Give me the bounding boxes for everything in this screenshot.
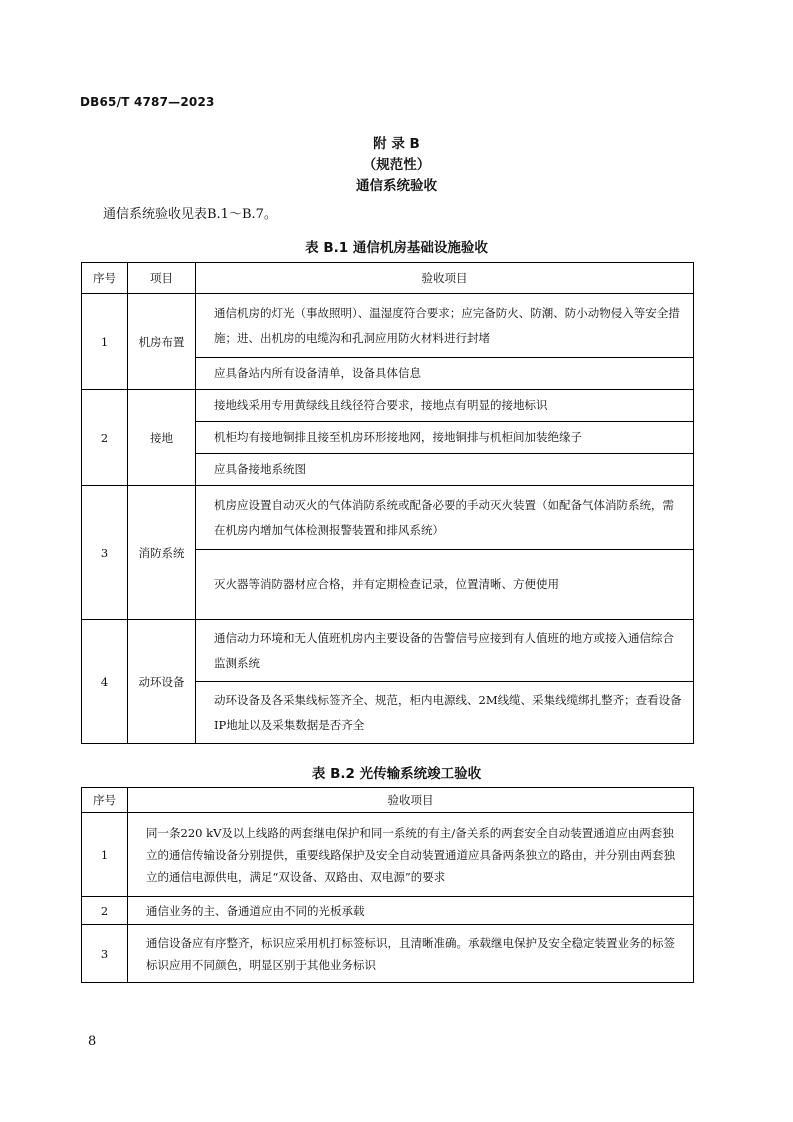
- appendix-title: 附 录 B: [373, 136, 420, 152]
- item-name: 动环设备: [128, 620, 196, 744]
- check-item: 机柜均有接地铜排且接至机房环形接地网，接地铜排与机柜间加装绝缘子: [196, 422, 694, 454]
- check-item: 动环设备及各采集线标签齐全、规范，柜内电源线、2M线缆、采集线缆绑扎整齐；查看设备IP地址以及采集数据是否齐全: [196, 682, 694, 744]
- table-row: [82, 390, 694, 422]
- header-cell: 项目: [128, 263, 196, 294]
- row-number: 3: [82, 925, 128, 983]
- check-item: 机房应设置自动灭火的气体消防系统或配备必要的手动灭火装置（如配备气体消防系统，需在机房内增加气体检测报警装置和排风系统）: [196, 486, 694, 550]
- row-number: 2: [82, 390, 128, 486]
- item-name: 消防系统: [128, 486, 196, 620]
- header-cell: 验收项目: [128, 788, 694, 813]
- table1-caption: 表 B.1 通信机房基础设施验收: [305, 240, 488, 256]
- check-item: 通信动力环境和无人值班机房内主要设备的告警信号应接到有人值班的地方或接入通信综合监测系统: [196, 620, 694, 682]
- check-item: 通信机房的灯光（事故照明）、温湿度符合要求；应完备防火、防潮、防小动物侵入等安全措施；进、出机房的电缆沟和孔洞应用防火材料进行封堵: [196, 294, 694, 358]
- table-row: [82, 897, 694, 925]
- table-row: [82, 294, 694, 358]
- table-b1: [81, 262, 694, 744]
- header-cell: 验收项目: [196, 263, 694, 294]
- table-header-row: [82, 788, 694, 813]
- row-number: 3: [82, 486, 128, 620]
- header-cell: 序号: [82, 263, 128, 294]
- header-cell: 序号: [82, 788, 128, 813]
- table-row: [82, 620, 694, 682]
- row-number: 1: [82, 294, 128, 390]
- table-header-row: [82, 263, 694, 294]
- table-row: [82, 486, 694, 550]
- check-item: 同一条220 kV及以上线路的两套继电保护和同一系统的有主/备关系的两套安全自动装置通道应由两套独立的通信传输设备分别提供，重要线路保护及安全自动装置通道应具备两条独立的路由，并分别由两套独立的通信电源供电，满足“双设备、双路由、双电源”的要求: [128, 813, 694, 897]
- check-item: 应具备接地系统图: [196, 454, 694, 486]
- check-item: 灭火器等消防器材应合格，并有定期检查记录，位置清晰、方便使用: [196, 550, 694, 620]
- row-number: 1: [82, 813, 128, 897]
- document-code: DB65/T 4787—2023: [80, 95, 215, 109]
- check-item: 通信业务的主、备通道应由不同的光板承载: [128, 897, 694, 925]
- table-row: [82, 813, 694, 897]
- check-item: 接地线采用专用黄绿线且线径符合要求，接地点有明显的接地标识: [196, 390, 694, 422]
- check-item: 通信设备应有序整齐，标识应采用机打标签标识，且清晰准确。承载继电保护及安全稳定装置业务的标签标识应用不同颜色，明显区别于其他业务标识: [128, 925, 694, 983]
- item-name: 接地: [128, 390, 196, 486]
- check-item: 应具备站内所有设备清单，设备具体信息: [196, 358, 694, 390]
- table-row: [82, 925, 694, 983]
- appendix-nature: （规范性）: [362, 157, 431, 173]
- page-number: 8: [88, 1034, 97, 1049]
- appendix-subject: 通信系统验收: [356, 178, 437, 194]
- row-number: 2: [82, 897, 128, 925]
- intro-text: 通信系统验收见表B.1～B.7。: [103, 207, 277, 222]
- table2-caption: 表 B.2 光传输系统竣工验收: [311, 766, 482, 782]
- table-b2: [81, 787, 694, 983]
- item-name: 机房布置: [128, 294, 196, 390]
- row-number: 4: [82, 620, 128, 744]
